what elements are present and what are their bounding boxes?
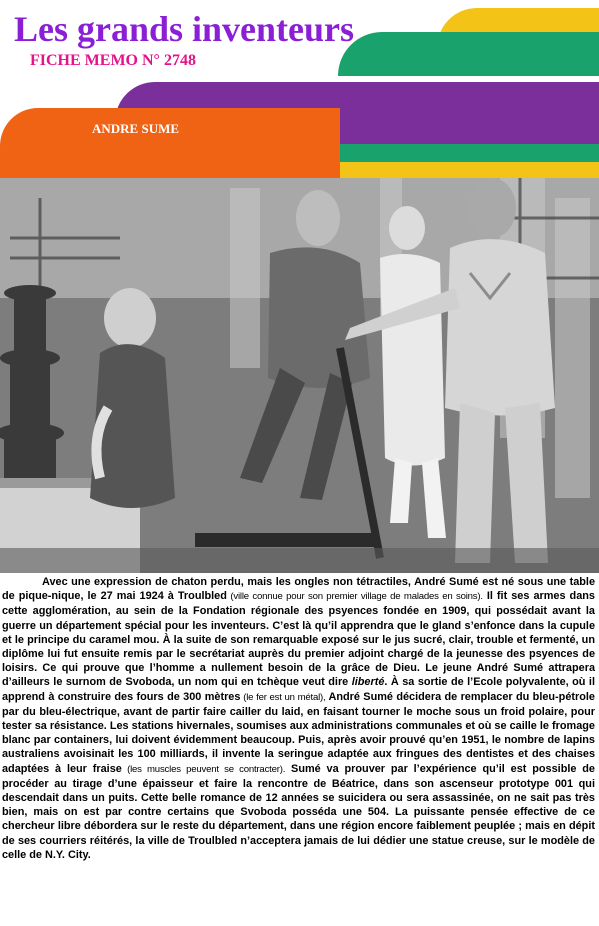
article-word-liberte: liberté [351,676,385,689]
color-band-green [338,32,599,76]
article-part-4: André Sumé décidera de remplacer du bleu-pétrole par du bleu-électrique, avant de partir faire cailler du laid, en faisant tourner le moche sous un froid polaire, pour tester sa résistance. Les stations hivernales, soumises aux administrations communales et où se caille le fromage blanc par containers, lui doivent évidemment beaucoup. Puis, après avoir prouvé qu’en 1951, le nombre de lapins australiens avoisinait les 100 milliards, il invente la seringue adaptée aux fringues des dentistes et des chaises adaptées à leur fraise [2,690,595,775]
article-part-3: . À sa sortie de l’Ecole polyvalente, où il apprend à construire des fours de 300 mètres [2,676,595,703]
color-stripe-green [340,144,599,162]
article-text [2,575,595,923]
inventor-name: ANDRE SUME [92,121,180,136]
article-part-1: Avec une expression de chaton perdu, mais les ongles non tétractiles, André Sumé est né sous une table de pique-nique, le 27 mai 1924 à Troulbled [2,576,595,603]
memo-number: FICHE MEMO N° 2748 [30,52,196,69]
article-aside-2: (le fer est un métal), [240,691,326,703]
vintage-lab-photo [0,178,599,573]
header-banner [0,0,599,178]
color-stripe-gold [340,162,599,178]
color-band-orange [0,108,340,178]
article-aside-3: (les muscles peuvent se contracter). [121,763,286,775]
color-stripe-purple [340,126,599,144]
article-part-5: Sumé va prouver par l’expérience qu’il est possible de procéder au tirage d’une épaisseur et faire la rencontre de Béatrice, dans son ascenseur prototype 001 qui descendait dans un puits. Cette belle romance de 12 années se suicidera ou sera assassinée, on ne sait pas très bien, mais on est par contre certains que Svoboda posséda une 504. La puissante pensée effective de ce chercheur libre débordera sur le reste du département, dans une région encore faiblement peuplée ; mais en dépit de ses courriers réitérés, la ville de Troulbled n’acceptera jamais de lui dédier une statue creuse, sur le modèle de celle de N.Y. City. [2,762,595,861]
page-title: Les grands inventeurs [14,9,355,49]
article-aside-1: (ville connue pour son premier village de malades en soins). [226,591,483,603]
article-part-2: Il fit ses armes dans cette agglomération, au sein de la Fondation régionale des psyences fondée en 1909, qui possédait avant la guerre un département spécial pour les inventeurs. C’est là qu’il apprendra que le gland s’enfonce dans la cupule et le principe du caramel mou. À la suite de son remarquable exposé sur le jus sucré, clair, trouble et fermenté, un diplôme lui fut ensuite remis par le secrétariat auprès du premier adjoint chargé de la jeunesse des psyences de loisirs. Ce qui prouve que l’homme a nullement besoin de la grâce de Dieu. Le jeune André Sumé attrapera d’ailleurs le surnom de Svoboda, un nom qui en tchèque veut dire [2,590,595,689]
